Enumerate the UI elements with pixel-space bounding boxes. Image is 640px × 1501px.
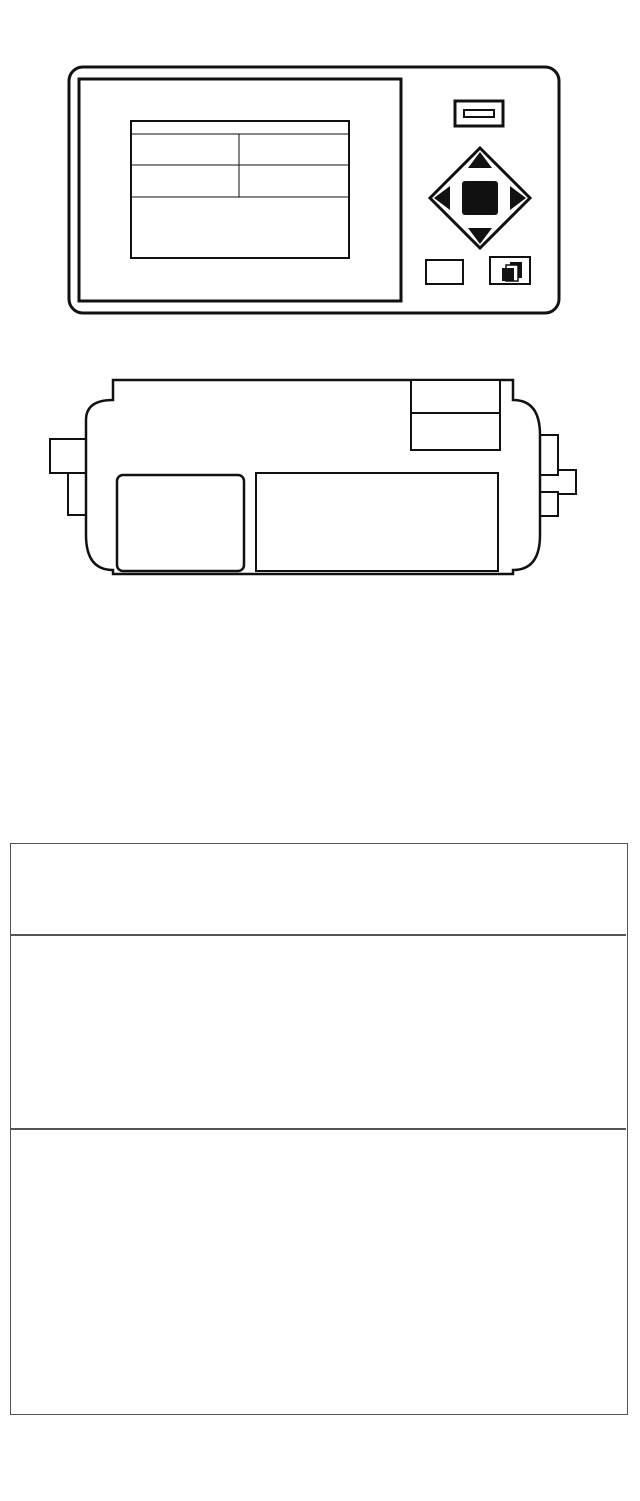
- front-panel-illustration: [0, 0, 640, 340]
- signal-section: [11, 952, 626, 986]
- weight-section: [11, 852, 626, 886]
- comm-section: [11, 1142, 626, 1176]
- section-divider: [11, 934, 626, 936]
- set-key[interactable]: [426, 260, 463, 284]
- lcd-display: [131, 121, 349, 258]
- left-mounting-clip: [50, 439, 86, 473]
- signal-terminal-block: [256, 473, 498, 571]
- signal-heading: [26, 952, 626, 986]
- rear-panel-illustration: [0, 360, 640, 600]
- front-panel-outline: [0, 0, 640, 340]
- info-table: [10, 843, 628, 1415]
- power-terminal-block: [411, 380, 500, 450]
- section-divider: [11, 1128, 626, 1130]
- enter-key[interactable]: [462, 181, 498, 215]
- comm-heading: [26, 1142, 626, 1176]
- weight-heading: [26, 852, 626, 886]
- rear-window: [117, 475, 244, 571]
